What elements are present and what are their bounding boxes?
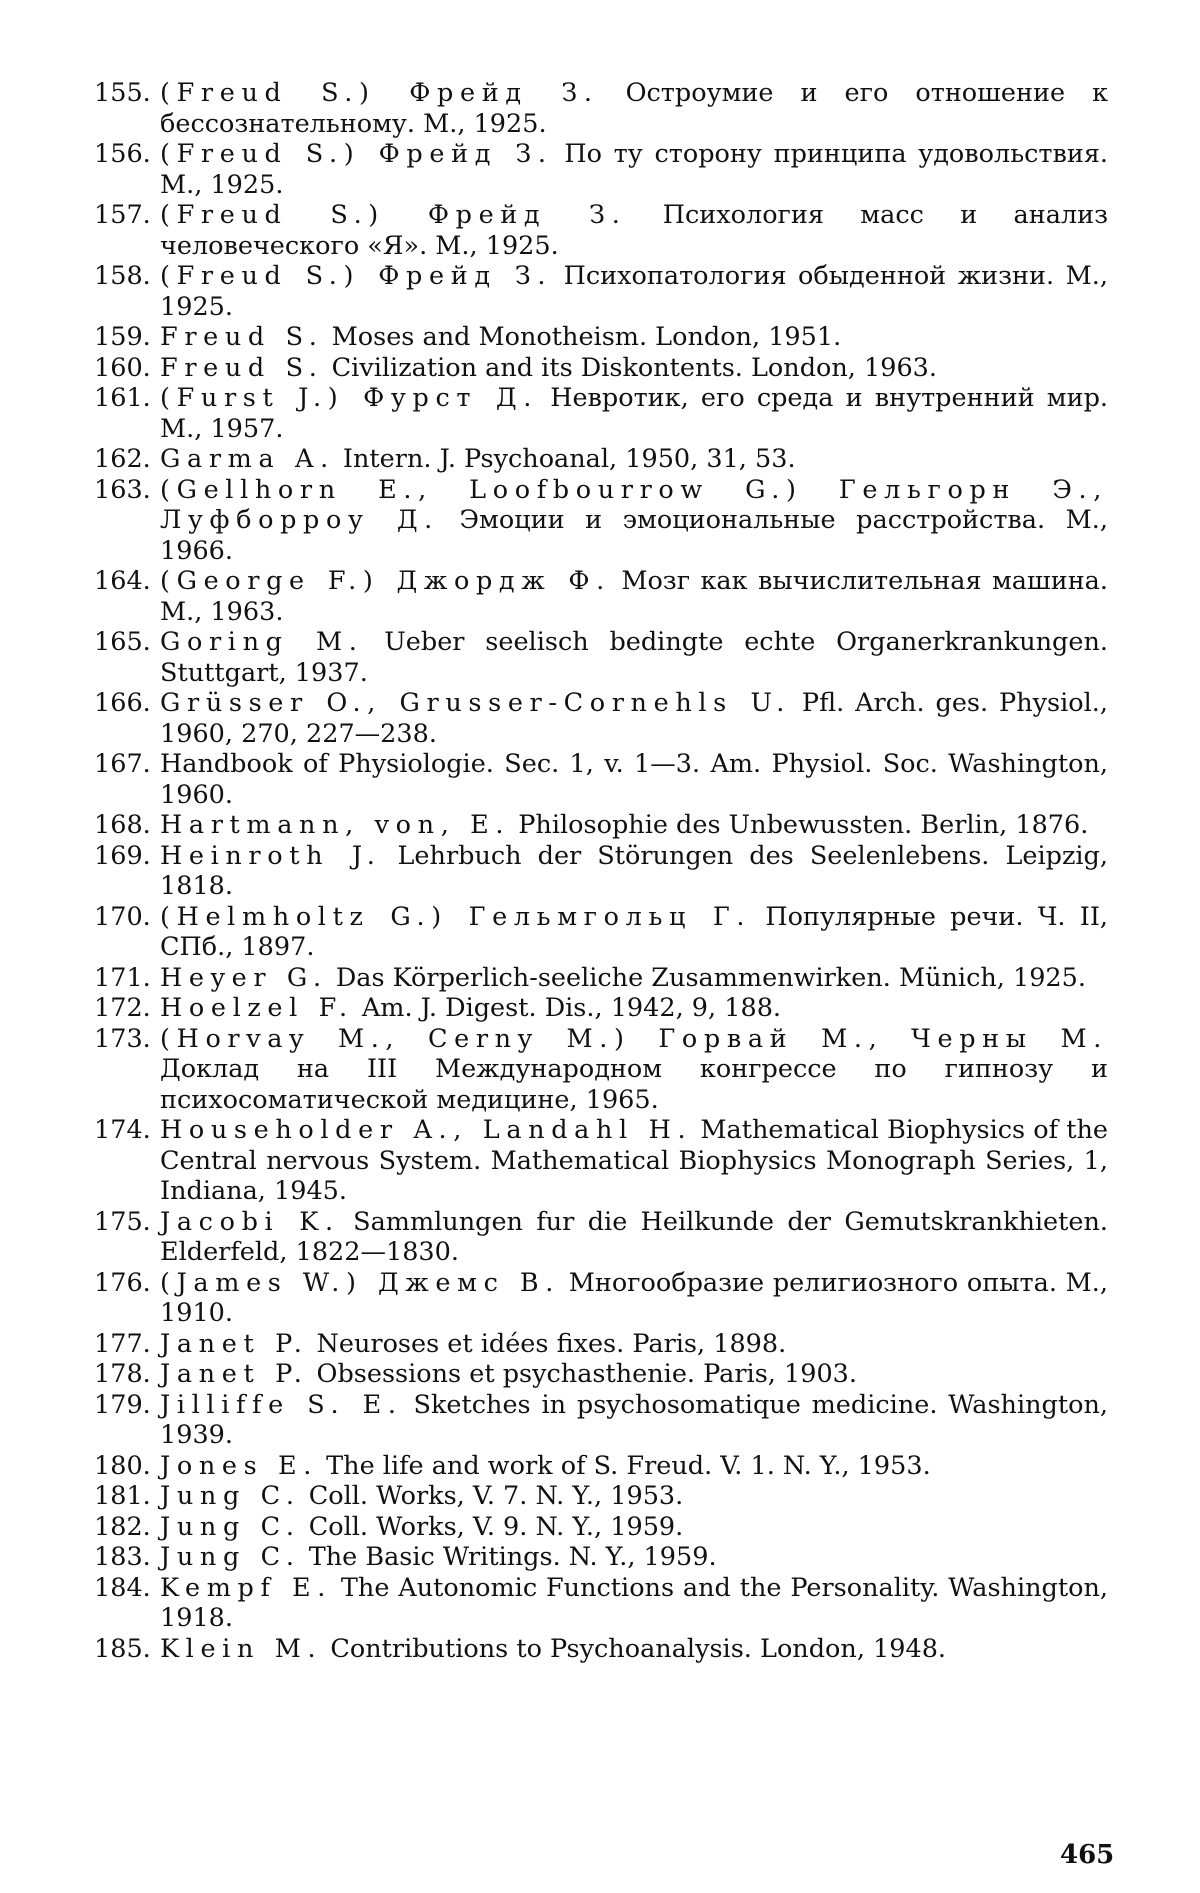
reference-number: 164.	[94, 566, 151, 596]
reference-text: Coll. Works, V. 9. N. Y., 1959.	[308, 1511, 684, 1542]
reference-number: 165.	[94, 627, 151, 657]
reference-text: Coll. Works, V. 7. N. Y., 1953.	[308, 1481, 684, 1511]
reference-number: 175.	[94, 1206, 151, 1237]
reference-text: Handbook of Physiologie. Sec. 1, v. 1—3. Am. Physiol. Soc. Washington, 1960.	[160, 749, 1108, 810]
reference-item	[94, 1573, 1108, 1634]
reference-author: Jung C.	[160, 1511, 301, 1542]
reference-item	[94, 963, 1108, 994]
reference-number: 160.	[94, 352, 151, 383]
reference-item	[94, 902, 1108, 963]
reference-author: Garma A.	[160, 444, 335, 474]
reference-author: (George F.) Джордж Ф.	[160, 566, 611, 596]
reference-item	[94, 1329, 1108, 1360]
reference-number: 177.	[94, 1328, 151, 1359]
reference-number: 156.	[94, 139, 151, 169]
reference-number: 157.	[94, 200, 151, 230]
reference-text: The life and work of S. Freud. V. 1. N. Y., 1953.	[326, 1450, 931, 1481]
reference-text: Sketches in psychosomatique medicine. Washington, 1939.	[160, 1389, 1108, 1450]
reference-item	[94, 1390, 1108, 1451]
reference-author: Heinroth J.	[160, 840, 382, 871]
reference-text: Sammlungen fur die Heilkunde der Gemutskrankhieten. Elderfeld, 1822—1830.	[160, 1206, 1108, 1267]
reference-author: Hoelzel F.	[160, 993, 354, 1023]
reference-item	[94, 749, 1108, 810]
reference-author: (Freud S.) Фрейд З.	[160, 261, 553, 291]
reference-author: Jones E.	[160, 1450, 319, 1481]
reference-text: Mathematical Biophysics of the Central nervous System. Mathematical Biophysics Monograph Series, 1, Indiana, 1945.	[160, 1115, 1108, 1206]
reference-item	[94, 1207, 1108, 1268]
reference-item	[94, 78, 1108, 139]
reference-author: Jung C.	[160, 1481, 301, 1511]
reference-author: Jung C.	[160, 1542, 301, 1572]
reference-item	[94, 1115, 1108, 1207]
reference-item	[94, 1481, 1108, 1512]
reference-number: 182.	[94, 1511, 151, 1542]
reference-number: 173.	[94, 1023, 151, 1054]
reference-author: Janet P.	[160, 1328, 309, 1359]
reference-number: 171.	[94, 962, 151, 993]
reference-item	[94, 1024, 1108, 1116]
reference-text: Lehrbuch der Störungen des Seelenlebens. Leipzig, 1818.	[160, 840, 1108, 901]
reference-item	[94, 1359, 1108, 1390]
reference-author: Grüsser O., Grusser-Cornehls U.	[160, 688, 791, 718]
reference-number: 158.	[94, 261, 151, 291]
reference-item	[94, 444, 1108, 475]
page-number: 465	[1060, 1840, 1115, 1870]
reference-text: Многообразие религиозного опыта. М., 1910.	[160, 1267, 1108, 1328]
reference-text: Pfl. Arch. ges. Physiol., 1960, 270, 227—238.	[160, 688, 1108, 749]
reference-text: Психопатология обыденной жизни. М., 1925.	[160, 261, 1109, 322]
reference-text: Ueber seelisch bedingte echte Organerkrankungen. Stuttgart, 1937.	[160, 627, 1108, 688]
reference-author: (Furst J.) Фурст Д.	[160, 383, 539, 413]
reference-item	[94, 261, 1108, 322]
reference-number: 185.	[94, 1633, 151, 1664]
reference-item	[94, 688, 1108, 749]
reference-item	[94, 322, 1108, 353]
reference-text: The Basic Writings. N. Y., 1959.	[308, 1542, 717, 1572]
reference-author: (Freud S.) Фрейд З.	[160, 78, 599, 108]
reference-author: Janet P.	[160, 1359, 309, 1389]
reference-item	[94, 1451, 1108, 1482]
reference-number: 168.	[94, 810, 151, 840]
reference-item	[94, 383, 1108, 444]
reference-list	[94, 78, 1108, 1664]
reference-author: (Freud S.) Фрейд З.	[160, 139, 553, 169]
reference-item	[94, 627, 1108, 688]
reference-text: Contributions to Psychoanalysis. London, 1948.	[330, 1633, 947, 1664]
reference-author: Jilliffe S. E.	[160, 1389, 403, 1420]
reference-author: Freud S.	[160, 352, 324, 383]
reference-author: (James W.) Джемс В.	[160, 1267, 560, 1298]
reference-item	[94, 810, 1108, 841]
reference-item	[94, 566, 1108, 627]
reference-number: 159.	[94, 322, 151, 352]
reference-text: Philosophie des Unbewussten. Berlin, 1876.	[518, 810, 1089, 840]
reference-item	[94, 993, 1108, 1024]
reference-author: (Helmholtz G.) Гельмгольц Г.	[160, 901, 752, 932]
reference-item	[94, 841, 1108, 902]
reference-text: Neuroses et idées fixes. Paris, 1898.	[316, 1328, 787, 1359]
reference-number: 167.	[94, 749, 151, 779]
reference-number: 169.	[94, 840, 151, 871]
reference-number: 166.	[94, 688, 151, 718]
reference-author: Jacobi K.	[160, 1206, 340, 1237]
reference-text: По ту сторону принципа удовольствия. М., 1925.	[160, 139, 1109, 200]
reference-number: 184.	[94, 1572, 151, 1603]
reference-text: Эмоции и эмоциональные расстройства. М., 1966.	[160, 505, 1108, 566]
reference-text: Невротик, его среда и внутренний мир. М., 1957.	[160, 383, 1108, 444]
reference-text: Остроумие и его отношение к бессознательному. М., 1925.	[160, 78, 1109, 139]
reference-text: Доклад на III Международном конгрессе по гипнозу и психосоматической медицине, 1965.	[160, 1054, 1108, 1115]
reference-number: 155.	[94, 78, 151, 108]
reference-text: Das Körperlich-seeliche Zusammenwirken. Münich, 1925.	[335, 962, 1086, 993]
reference-number: 181.	[94, 1481, 151, 1511]
reference-number: 172.	[94, 993, 151, 1023]
reference-number: 178.	[94, 1359, 151, 1389]
reference-author: (Horvay M., Cerny M.) Горвай М., Черны М.	[160, 1023, 1108, 1054]
reference-number: 163.	[94, 474, 151, 505]
reference-text: The Autonomic Functions and the Personality. Washington, 1918.	[160, 1572, 1109, 1633]
reference-text: Intern. J. Psychoanal, 1950, 31, 53.	[342, 444, 796, 474]
reference-item	[94, 1268, 1108, 1329]
reference-author: (Freud S.) Фрейд З.	[160, 200, 627, 230]
reference-item	[94, 200, 1108, 261]
reference-author: Goring M.	[160, 627, 364, 657]
reference-number: 162.	[94, 444, 151, 474]
reference-author: Kempf E.	[160, 1572, 333, 1603]
reference-author: Hartmann, von, E.	[160, 810, 511, 840]
reference-text: Civilization and its Diskontents. London, 1963.	[331, 352, 938, 383]
reference-text: Психология масс и анализ человеческого «Я». М., 1925.	[160, 200, 1108, 261]
reference-author: Klein M.	[160, 1633, 323, 1664]
reference-author: Freud S.	[160, 322, 324, 352]
reference-item	[94, 139, 1108, 200]
reference-text: Мозг как вычислительная машина. М., 1963.	[160, 566, 1108, 627]
reference-number: 176.	[94, 1267, 151, 1298]
reference-number: 180.	[94, 1450, 151, 1481]
reference-text: Популярные речи. Ч. II, СПб., 1897.	[160, 901, 1108, 962]
reference-author: (Gellhorn E., Loofbourrow G.) Гельгорн Э., Луфборроу Д.	[160, 474, 1108, 535]
reference-number: 174.	[94, 1115, 151, 1145]
reference-item	[94, 1512, 1108, 1543]
reference-text: Am. J. Digest. Dis., 1942, 9, 188.	[361, 993, 782, 1023]
reference-number: 179.	[94, 1389, 151, 1420]
reference-item	[94, 475, 1108, 567]
reference-author: Householder A., Landahl H.	[160, 1115, 693, 1145]
reference-number: 183.	[94, 1542, 151, 1572]
reference-author: Heyer G.	[160, 962, 328, 993]
reference-item	[94, 1634, 1108, 1665]
reference-text: Moses and Monotheism. London, 1951.	[331, 322, 842, 352]
reference-item	[94, 353, 1108, 384]
reference-number: 170.	[94, 901, 151, 932]
reference-item	[94, 1542, 1108, 1573]
reference-number: 161.	[94, 383, 151, 413]
reference-text: Obsessions et psychasthenie. Paris, 1903.	[316, 1359, 858, 1389]
